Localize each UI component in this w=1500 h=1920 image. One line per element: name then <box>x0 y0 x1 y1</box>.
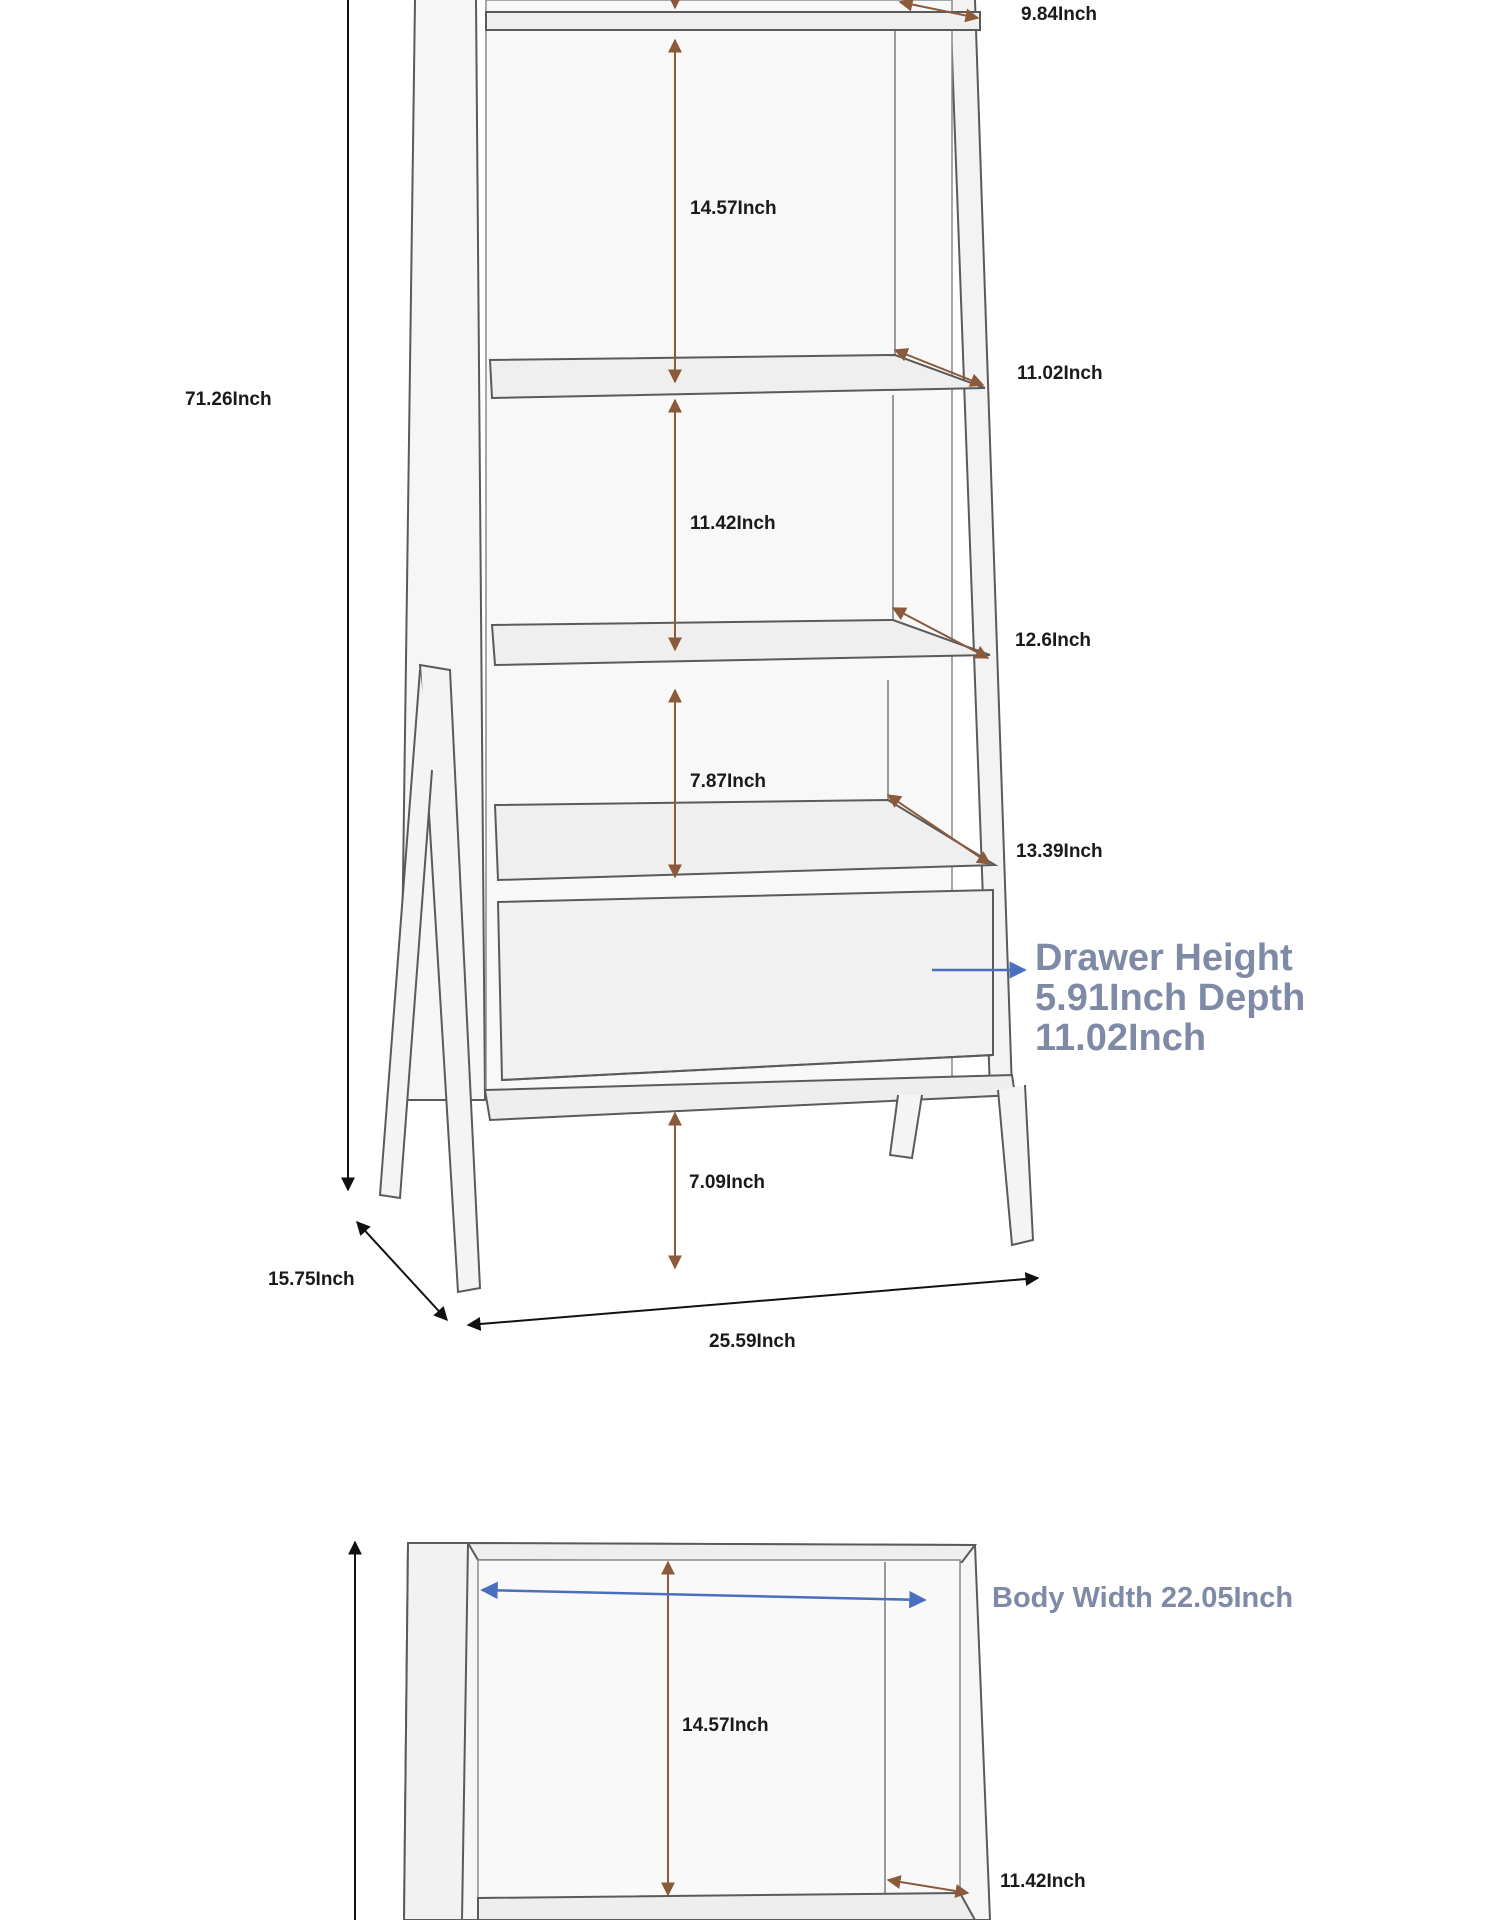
detail-shelf-height-label: 14.57Inch <box>682 1715 769 1736</box>
body-width-note: Body Width 22.05Inch <box>992 1582 1294 1614</box>
width-label: 25.59Inch <box>709 1331 796 1352</box>
shelf3-height-label: 7.87Inch <box>690 771 767 792</box>
leg-height-label: 7.09Inch <box>689 1172 766 1193</box>
shelf3-depth-label: 12.6Inch <box>1015 630 1092 651</box>
shelf1-height-label: 14.57Inch <box>690 198 777 219</box>
total-height-label: 71.26Inch <box>185 389 272 410</box>
detail-shelf-depth-label: 11.42Inch <box>1000 1871 1086 1892</box>
drawer-dimension-note <box>1035 938 1305 1058</box>
drawer-note-line2: 5.91Inch Depth <box>1035 977 1306 1019</box>
depth-label: 15.75Inch <box>268 1269 355 1290</box>
top-shelf-depth-label: 9.84Inch <box>1021 4 1098 25</box>
drawer-note-line3: 11.02Inch <box>1035 1017 1207 1059</box>
shelf2-height-label: 11.42Inch <box>690 513 776 534</box>
shelf4-depth-label: 13.39Inch <box>1016 841 1103 862</box>
bookshelf-front-view <box>380 0 1033 1292</box>
shelf2-depth-label: 11.02Inch <box>1017 363 1103 384</box>
drawer-note-line1: Drawer Height <box>1035 937 1293 979</box>
